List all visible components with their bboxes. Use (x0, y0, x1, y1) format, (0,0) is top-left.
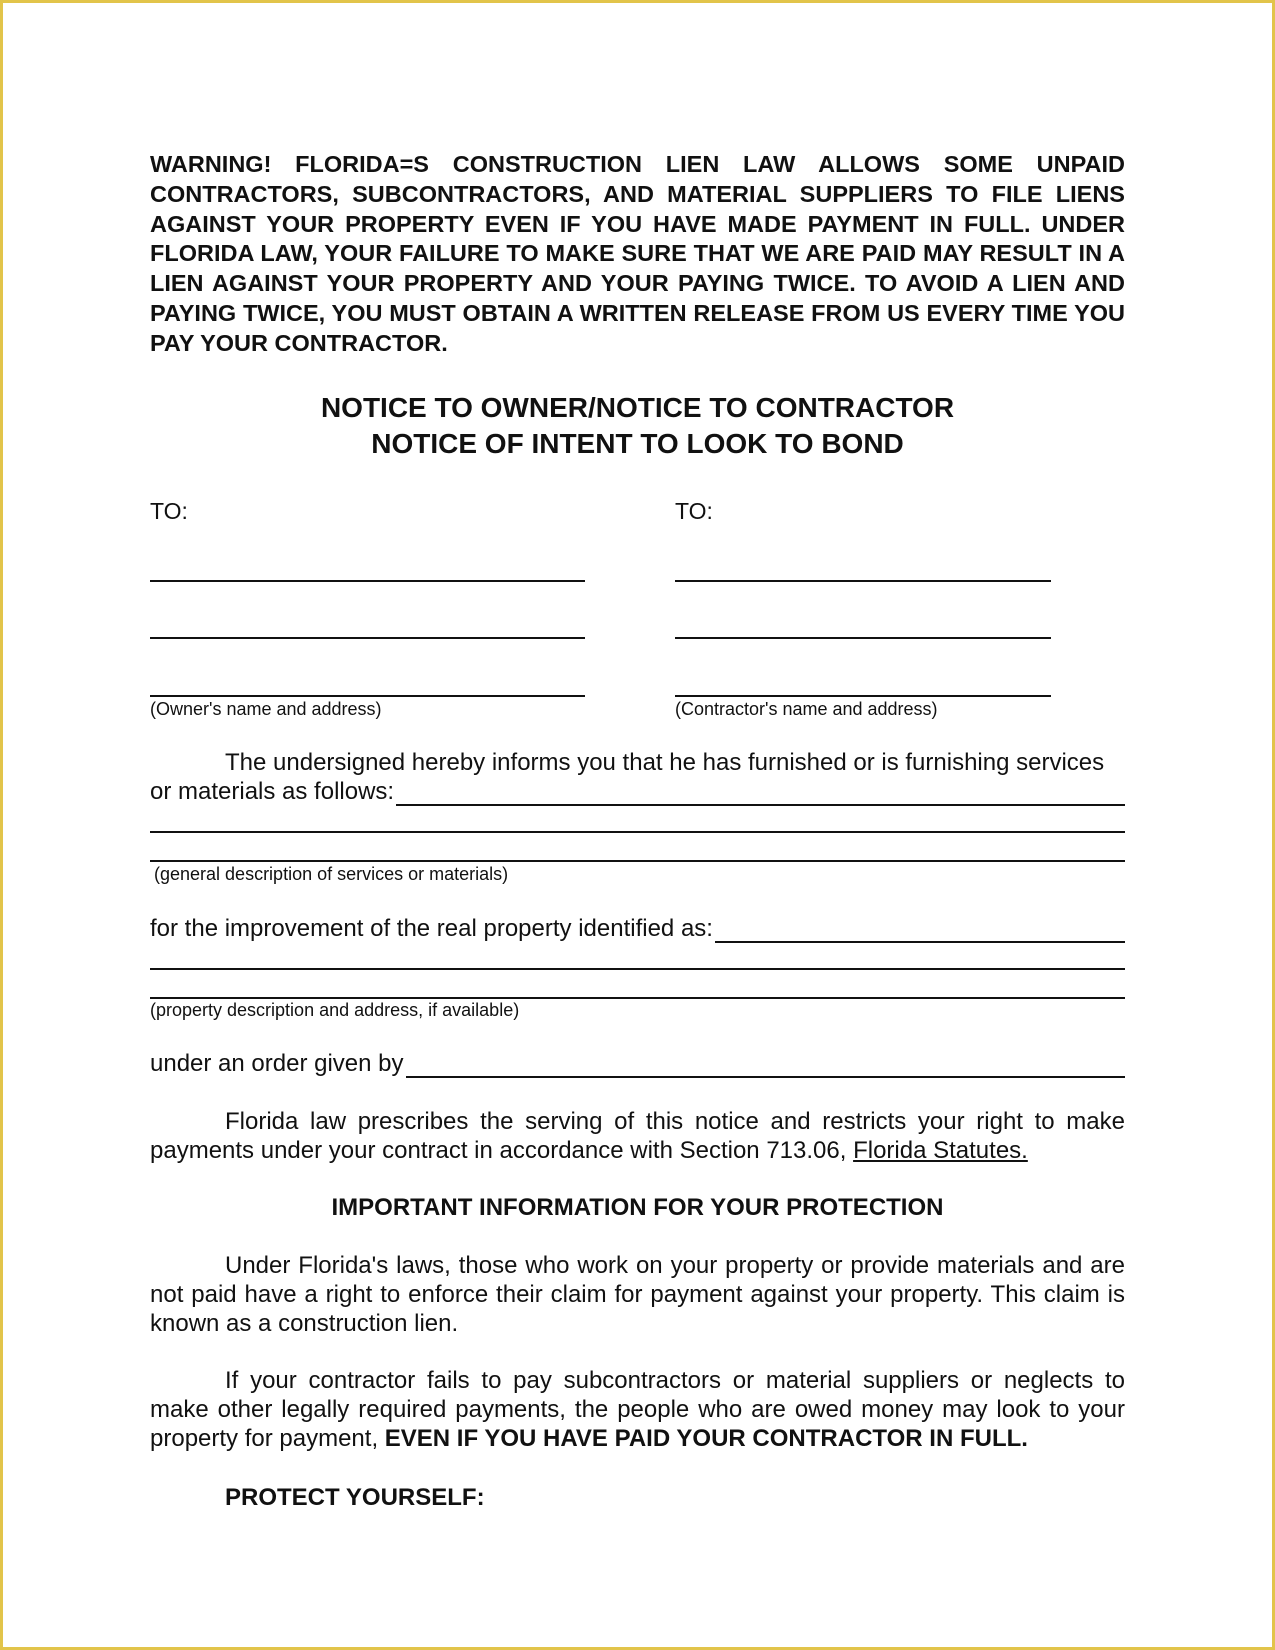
order-blank[interactable] (406, 1052, 1126, 1078)
contractor-line-2[interactable] (675, 637, 1051, 639)
property-blank-1[interactable] (715, 917, 1125, 943)
services-row (150, 777, 1125, 806)
services-intro: The undersigned hereby informs you that he has furnished or is furnishing services (225, 749, 1105, 776)
property-lead: for the improvement of the real property identified as: (150, 915, 713, 942)
warning-paragraph: WARNING! FLORIDA=S CONSTRUCTION LIEN LAW ALLOWS SOME UNPAID CONTRACTORS, SUBCONTRACTORS, AND MATERIAL SUPPLIERS TO FILE LIENS AGAINST YOUR PROPERTY EVEN IF YOU HAVE MADE PAYMENT IN FULL. UNDER FLORIDA LAW, YOUR FAILURE TO MAKE SURE THAT WE ARE PAID MAY RESULT IN A LIEN AGAINST YOUR PROPERTY AND YOUR PAYING TWICE. TO AVOID A LIEN AND PAYING TWICE, YOU MUST OBTAIN A WRITTEN RELEASE FROM US EVERY TIME YOU PAY YOUR CONTRACTOR. (150, 151, 1125, 356)
statute-text: Florida law prescribes the serving of this notice and restricts your right to make payments under your contract in accordance with Section 713.06, (150, 1108, 1125, 1164)
services-lead: or materials as follows: (150, 778, 395, 805)
property-row (150, 914, 1125, 943)
order-row (150, 1049, 1125, 1078)
property-caption: (property description and address, if available) (150, 1000, 520, 1020)
document-page (150, 0, 1125, 1650)
protect-yourself-heading: PROTECT YOURSELF: (225, 1484, 485, 1511)
contractor-line-3[interactable] (675, 695, 1051, 697)
notice-title (150, 390, 1125, 462)
paid-in-full-warning: EVEN IF YOU HAVE PAID YOUR CONTRACTOR IN FULL. (384, 1425, 1028, 1452)
lien-paragraph: Under Florida's laws, those who work on your property or provide materials and are not paid have a right to enforce their claim for payment against your property. This claim is known as a construction lien. (150, 1252, 1125, 1337)
statute-paragraph (150, 1107, 1125, 1165)
contractor-line-1[interactable] (675, 580, 1051, 582)
owner-line-1[interactable] (150, 580, 585, 582)
services-blank-3[interactable] (150, 860, 1125, 862)
notice-title-line-2: NOTICE OF INTENT TO LOOK TO BOND (371, 428, 904, 459)
services-caption: (general description of services or materials) (154, 864, 509, 884)
contractor-to-label: TO: (675, 498, 713, 524)
notice-title-line-1: NOTICE TO OWNER/NOTICE TO CONTRACTOR (320, 392, 955, 423)
order-lead: under an order given by (150, 1050, 404, 1077)
owner-caption: (Owner's name and address) (150, 699, 382, 719)
owner-line-2[interactable] (150, 637, 585, 639)
owner-to-label: TO: (150, 498, 188, 524)
florida-statutes-reference: Florida Statutes. (853, 1137, 1028, 1164)
services-blank-2[interactable] (150, 831, 1125, 833)
contractor-caption: (Contractor's name and address) (675, 699, 938, 719)
contractor-paragraph (150, 1366, 1125, 1453)
services-blank-1[interactable] (396, 780, 1125, 806)
owner-line-3[interactable] (150, 695, 585, 697)
contractor-paragraph-text: If your contractor fails to pay subcontractors or material suppliers or neglects to make other legally required payments, the people who are owed money may look to your property for payment, (150, 1367, 1125, 1452)
important-heading: IMPORTANT INFORMATION FOR YOUR PROTECTION (331, 1194, 944, 1221)
property-blank-2[interactable] (150, 968, 1125, 970)
